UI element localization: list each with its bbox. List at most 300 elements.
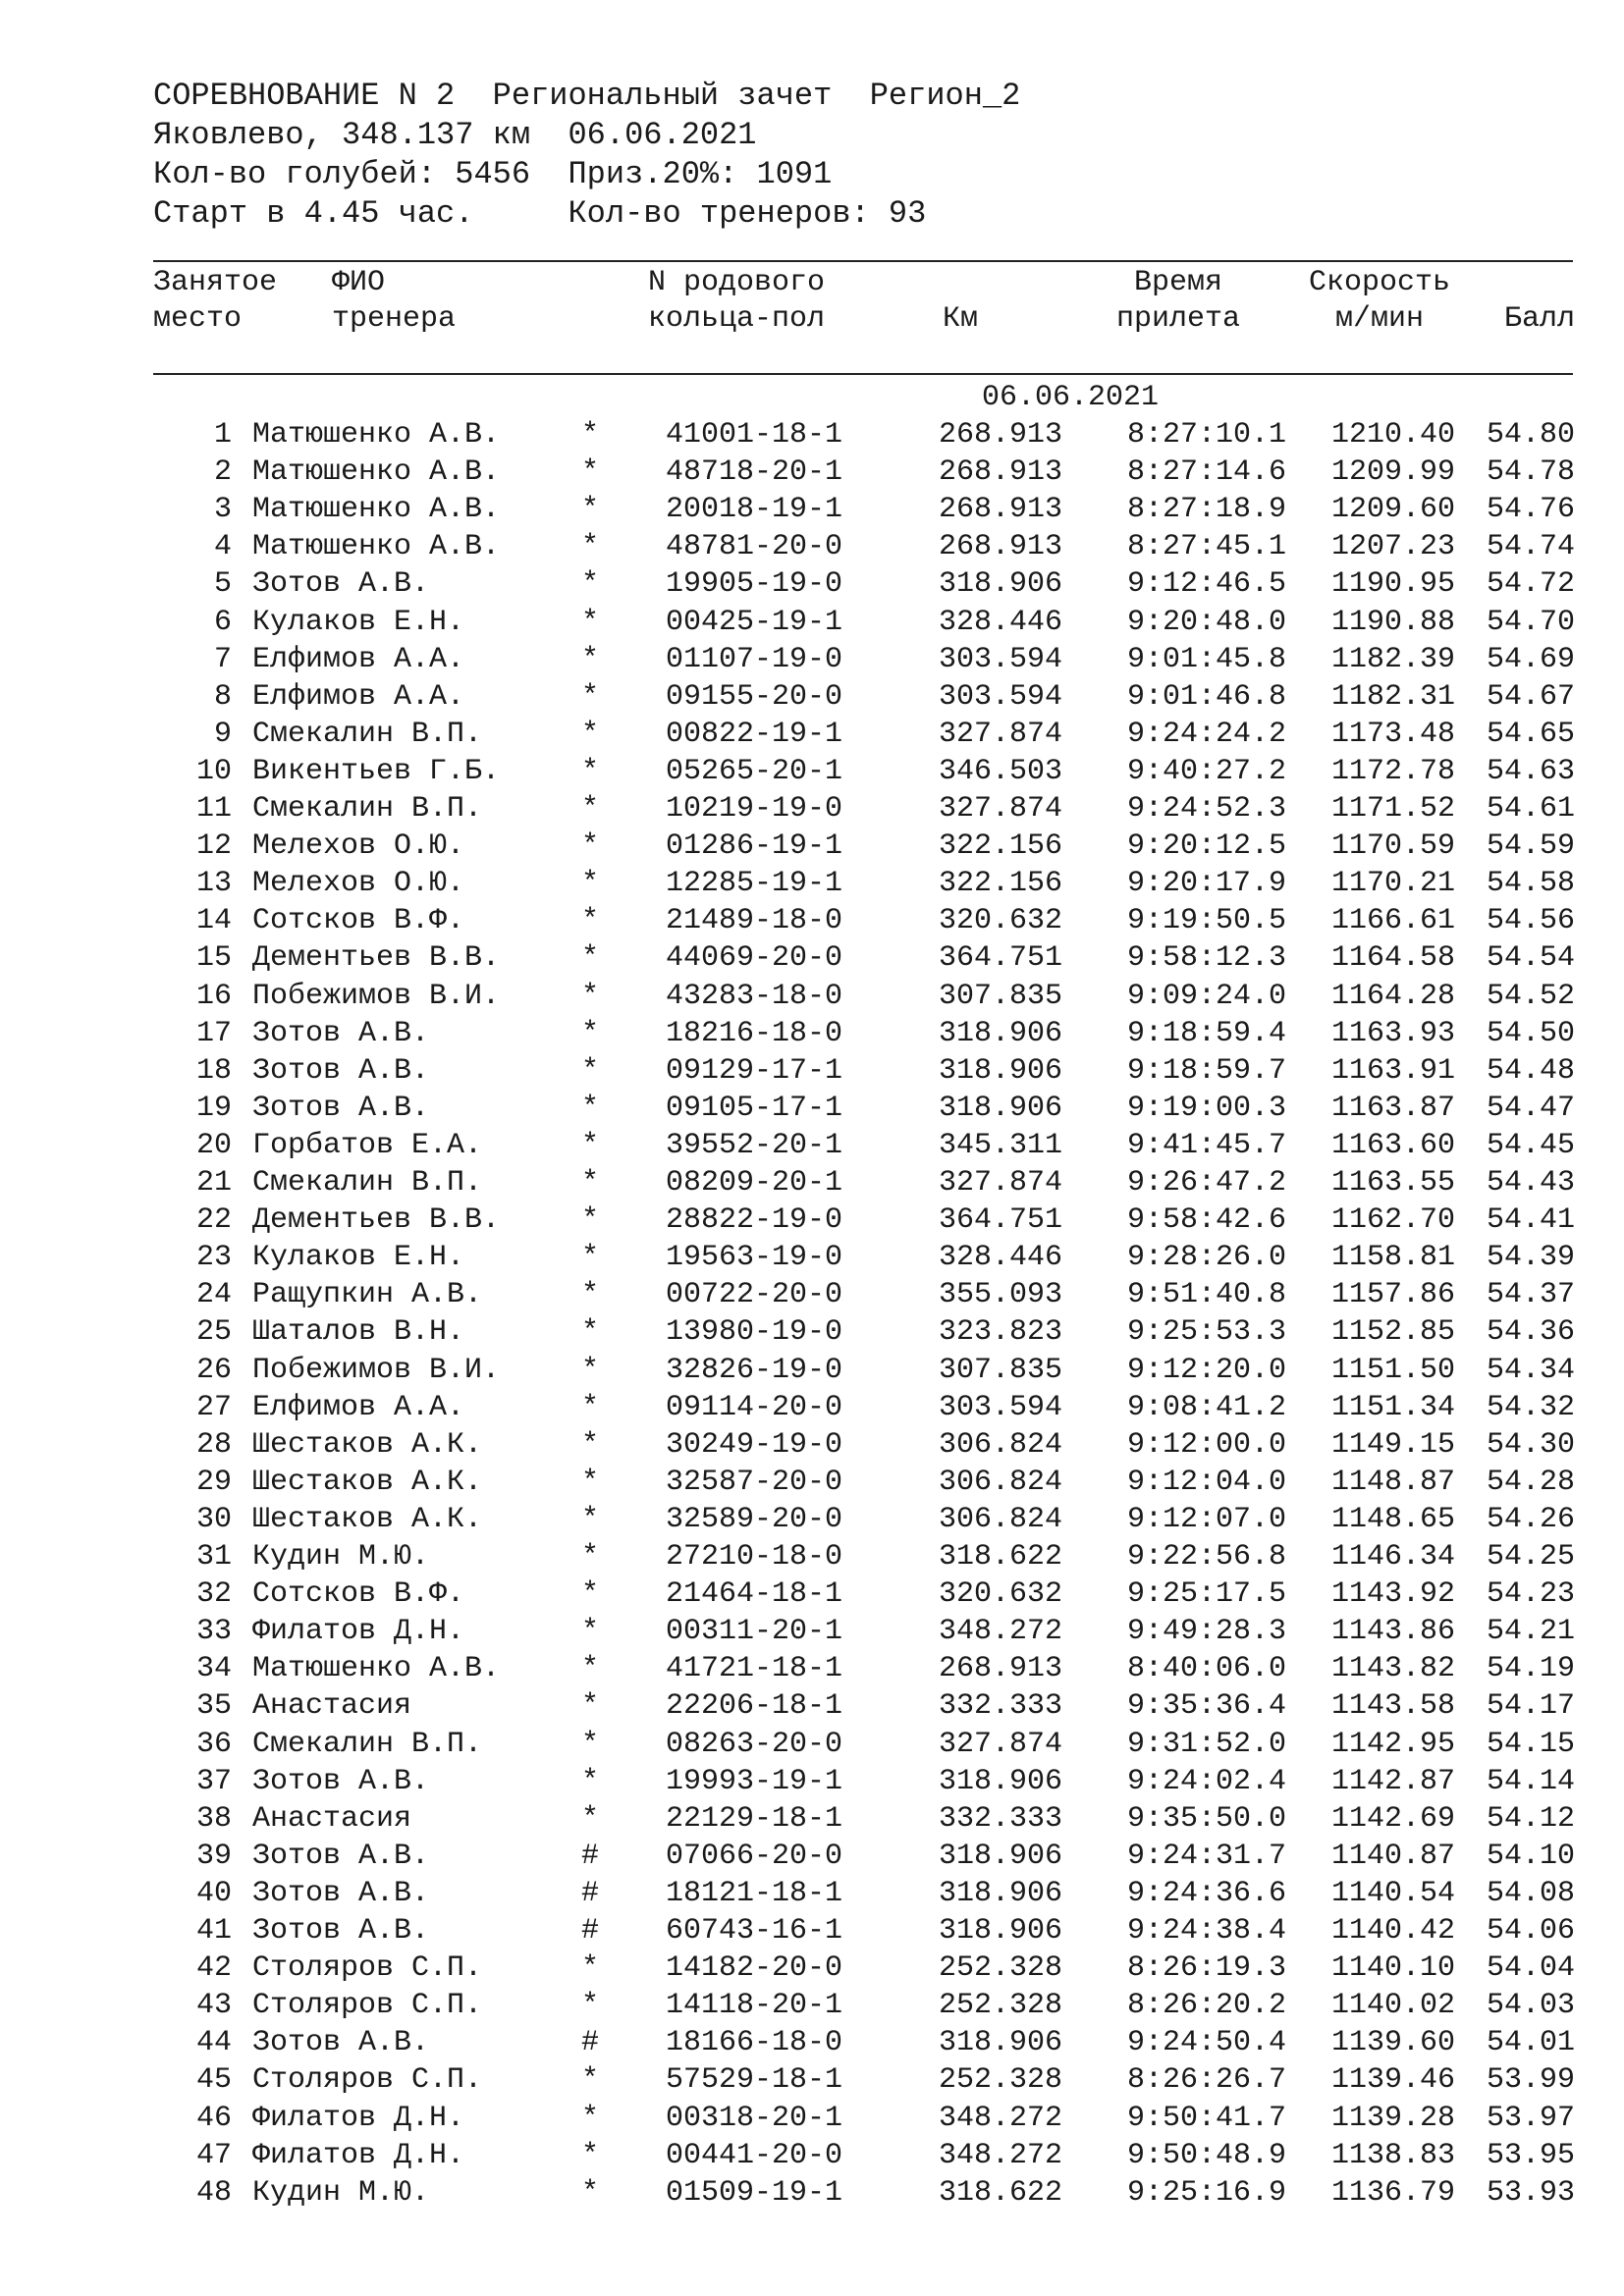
- cell-trainer-name: Столяров С.П.: [252, 2063, 483, 2098]
- cell-speed: 1163.60: [1330, 1128, 1455, 1162]
- cell-score: 54.26: [1486, 1502, 1575, 1536]
- cell-mark: *: [581, 1727, 600, 1761]
- cell-mark: #: [581, 1839, 600, 1873]
- cell-ring-number: 22206-18-1: [666, 1689, 843, 1724]
- cell-ring-number: 00722-20-0: [666, 1278, 843, 1312]
- cell-distance-km: 345.311: [938, 1128, 1062, 1162]
- cell-trainer-name: Елфимов А.А.: [252, 679, 465, 714]
- cell-arrival-time: 8:26:20.2: [1126, 1989, 1286, 2023]
- cell-trainer-name: Смекалин В.П.: [252, 1166, 483, 1200]
- cell-arrival-time: 9:19:00.3: [1126, 1091, 1286, 1125]
- cell-trainer-name: Зотов А.В.: [252, 1091, 430, 1125]
- cell-speed: 1157.86: [1330, 1278, 1455, 1312]
- cell-place: 34: [195, 1652, 232, 1686]
- cell-ring-number: 08263-20-0: [666, 1727, 843, 1761]
- cell-arrival-time: 9:24:02.4: [1126, 1764, 1286, 1798]
- col-header-score: Балл: [1503, 302, 1575, 336]
- cell-mark: *: [581, 1128, 600, 1162]
- cell-ring-number: 07066-20-0: [666, 1839, 843, 1873]
- cell-score: 54.47: [1486, 1091, 1575, 1125]
- cell-speed: 1152.85: [1330, 1315, 1455, 1350]
- cell-mark: *: [581, 941, 600, 976]
- cell-mark: *: [581, 904, 600, 938]
- cell-score: 54.61: [1486, 792, 1575, 826]
- cell-speed: 1173.48: [1330, 717, 1455, 751]
- cell-place: 7: [213, 642, 232, 676]
- cell-trainer-name: Побежимов В.И.: [252, 1353, 501, 1387]
- cell-mark: *: [581, 1615, 600, 1649]
- col-header-place: Занятое место: [153, 266, 278, 336]
- cell-speed: 1163.93: [1330, 1016, 1455, 1050]
- cell-distance-km: 318.622: [938, 2175, 1062, 2210]
- cell-score: 54.69: [1486, 642, 1575, 676]
- cell-distance-km: 348.272: [938, 1615, 1062, 1649]
- cell-score: 54.36: [1486, 1315, 1575, 1350]
- cell-score: 53.93: [1486, 2175, 1575, 2210]
- cell-distance-km: 318.906: [938, 1876, 1062, 1910]
- cell-ring-number: 12285-19-1: [666, 867, 843, 901]
- cell-mark: *: [581, 1689, 600, 1724]
- cell-trainer-name: Матюшенко А.В.: [252, 530, 501, 564]
- cell-ring-number: 48781-20-0: [666, 530, 843, 564]
- cell-arrival-time: 9:25:53.3: [1126, 1315, 1286, 1350]
- col-header-name: ФИО тренера: [332, 266, 457, 336]
- cell-trainer-name: Столяров С.П.: [252, 1989, 483, 2023]
- cell-ring-number: 60743-16-1: [666, 1914, 843, 1948]
- cell-score: 54.08: [1486, 1876, 1575, 1910]
- cell-score: 54.67: [1486, 679, 1575, 714]
- cell-mark: *: [581, 754, 600, 788]
- cell-speed: 1172.78: [1330, 754, 1455, 788]
- cell-place: 30: [195, 1502, 232, 1536]
- cell-distance-km: 320.632: [938, 904, 1062, 938]
- cell-distance-km: 320.632: [938, 1577, 1062, 1612]
- cell-distance-km: 303.594: [938, 679, 1062, 714]
- cell-place: 20: [195, 1128, 232, 1162]
- cell-trainer-name: Зотов А.В.: [252, 1839, 430, 1873]
- cell-place: 23: [195, 1241, 232, 1275]
- cell-trainer-name: Филатов Д.Н.: [252, 1615, 465, 1649]
- col-header-speed: Скорость м/мин: [1308, 266, 1451, 336]
- date-row: 06.06.2021: [982, 381, 1160, 414]
- cell-trainer-name: Анастасия: [252, 1689, 412, 1724]
- cell-ring-number: 00318-20-1: [666, 2101, 843, 2135]
- cell-speed: 1139.46: [1330, 2063, 1455, 2098]
- cell-distance-km: 268.913: [938, 1652, 1062, 1686]
- cell-ring-number: 32826-19-0: [666, 1353, 843, 1387]
- cell-place: 1: [213, 418, 232, 452]
- cell-ring-number: 43283-18-0: [666, 979, 843, 1013]
- cell-place: 40: [195, 1876, 232, 1910]
- cell-distance-km: 268.913: [938, 418, 1062, 452]
- cell-trainer-name: Кудин М.Ю.: [252, 2175, 430, 2210]
- cell-arrival-time: 9:24:31.7: [1126, 1839, 1286, 1873]
- cell-ring-number: 18216-18-0: [666, 1016, 843, 1050]
- cell-place: 28: [195, 1427, 232, 1462]
- cell-mark: *: [581, 1278, 600, 1312]
- cell-arrival-time: 9:49:28.3: [1126, 1615, 1286, 1649]
- cell-arrival-time: 9:20:12.5: [1126, 829, 1286, 864]
- cell-mark: *: [581, 2063, 600, 2098]
- cell-speed: 1143.86: [1330, 1615, 1455, 1649]
- cell-distance-km: 328.446: [938, 605, 1062, 639]
- cell-ring-number: 01286-19-1: [666, 829, 843, 864]
- cell-speed: 1190.88: [1330, 605, 1455, 639]
- cell-arrival-time: 9:01:45.8: [1126, 642, 1286, 676]
- cell-speed: 1139.60: [1330, 2026, 1455, 2060]
- cell-speed: 1143.58: [1330, 1689, 1455, 1724]
- cell-speed: 1163.87: [1330, 1091, 1455, 1125]
- cell-score: 54.41: [1486, 1203, 1575, 1238]
- cell-place: 9: [213, 717, 232, 751]
- cell-place: 43: [195, 1989, 232, 2023]
- cell-trainer-name: Зотов А.В.: [252, 567, 430, 602]
- cell-distance-km: 348.272: [938, 2138, 1062, 2172]
- cell-score: 54.15: [1486, 1727, 1575, 1761]
- cell-trainer-name: Дементьев В.В.: [252, 941, 501, 976]
- cell-ring-number: 41721-18-1: [666, 1652, 843, 1686]
- cell-trainer-name: Мелехов О.Ю.: [252, 829, 465, 864]
- col-header-km: Км: [943, 302, 979, 336]
- cell-speed: 1140.02: [1330, 1989, 1455, 2023]
- cell-speed: 1166.61: [1330, 904, 1455, 938]
- cell-mark: *: [581, 1091, 600, 1125]
- cell-speed: 1140.87: [1330, 1839, 1455, 1873]
- cell-arrival-time: 9:12:07.0: [1126, 1502, 1286, 1536]
- cell-arrival-time: 9:12:46.5: [1126, 567, 1286, 602]
- cell-mark: *: [581, 829, 600, 864]
- cell-speed: 1140.42: [1330, 1914, 1455, 1948]
- cell-distance-km: 346.503: [938, 754, 1062, 788]
- cell-ring-number: 14182-20-0: [666, 1951, 843, 1986]
- cell-arrival-time: 9:25:16.9: [1126, 2175, 1286, 2210]
- cell-mark: *: [581, 2138, 600, 2172]
- cell-trainer-name: Кулаков Е.Н.: [252, 1241, 465, 1275]
- cell-arrival-time: 9:31:52.0: [1126, 1727, 1286, 1761]
- cell-distance-km: 322.156: [938, 867, 1062, 901]
- cell-trainer-name: Елфимов А.А.: [252, 642, 465, 676]
- cell-ring-number: 00311-20-1: [666, 1615, 843, 1649]
- cell-speed: 1209.60: [1330, 493, 1455, 527]
- cell-ring-number: 30249-19-0: [666, 1427, 843, 1462]
- cell-score: 54.63: [1486, 754, 1575, 788]
- cell-score: 54.12: [1486, 1801, 1575, 1836]
- cell-speed: 1142.95: [1330, 1727, 1455, 1761]
- cell-distance-km: 307.835: [938, 1353, 1062, 1387]
- cell-score: 54.76: [1486, 493, 1575, 527]
- cell-speed: 1164.58: [1330, 941, 1455, 976]
- cell-speed: 1142.87: [1330, 1764, 1455, 1798]
- cell-arrival-time: 9:18:59.4: [1126, 1016, 1286, 1050]
- cell-speed: 1151.50: [1330, 1353, 1455, 1387]
- cell-arrival-time: 9:28:26.0: [1126, 1241, 1286, 1275]
- cell-distance-km: 252.328: [938, 1989, 1062, 2023]
- cell-place: 37: [195, 1764, 232, 1798]
- cell-arrival-time: 9:26:47.2: [1126, 1166, 1286, 1200]
- cell-place: 25: [195, 1315, 232, 1350]
- cell-trainer-name: Зотов А.В.: [252, 1876, 430, 1910]
- cell-mark: *: [581, 1764, 600, 1798]
- cell-mark: #: [581, 1914, 600, 1948]
- cell-ring-number: 20018-19-1: [666, 493, 843, 527]
- cell-arrival-time: 9:12:00.0: [1126, 1427, 1286, 1462]
- cell-arrival-time: 9:20:17.9: [1126, 867, 1286, 901]
- cell-mark: *: [581, 567, 600, 602]
- cell-score: 54.59: [1486, 829, 1575, 864]
- cell-ring-number: 39552-20-1: [666, 1128, 843, 1162]
- cell-speed: 1171.52: [1330, 792, 1455, 826]
- cell-speed: 1182.39: [1330, 642, 1455, 676]
- cell-arrival-time: 8:27:14.6: [1126, 455, 1286, 490]
- cell-trainer-name: Зотов А.В.: [252, 1053, 430, 1088]
- cell-trainer-name: Матюшенко А.В.: [252, 455, 501, 490]
- cell-place: 12: [195, 829, 232, 864]
- cell-ring-number: 48718-20-1: [666, 455, 843, 490]
- cell-distance-km: 318.906: [938, 1914, 1062, 1948]
- cell-distance-km: 332.333: [938, 1801, 1062, 1836]
- cell-mark: *: [581, 1951, 600, 1986]
- cell-place: 46: [195, 2101, 232, 2135]
- cell-mark: *: [581, 1016, 600, 1050]
- cell-trainer-name: Горбатов Е.А.: [252, 1128, 483, 1162]
- cell-speed: 1142.69: [1330, 1801, 1455, 1836]
- cell-ring-number: 01107-19-0: [666, 642, 843, 676]
- cell-distance-km: 348.272: [938, 2101, 1062, 2135]
- cell-distance-km: 268.913: [938, 455, 1062, 490]
- cell-mark: *: [581, 1241, 600, 1275]
- cell-place: 19: [195, 1091, 232, 1125]
- cell-place: 13: [195, 867, 232, 901]
- cell-ring-number: 10219-19-0: [666, 792, 843, 826]
- cell-ring-number: 00425-19-1: [666, 605, 843, 639]
- cell-mark: *: [581, 1577, 600, 1612]
- cell-distance-km: 328.446: [938, 1241, 1062, 1275]
- cell-distance-km: 318.906: [938, 567, 1062, 602]
- cell-speed: 1140.10: [1330, 1951, 1455, 1986]
- cell-trainer-name: Анастасия: [252, 1801, 412, 1836]
- cell-score: 54.03: [1486, 1989, 1575, 2023]
- col-header-ring: N родового кольца-пол: [648, 266, 826, 336]
- cell-distance-km: 327.874: [938, 717, 1062, 751]
- cell-mark: *: [581, 1652, 600, 1686]
- cell-trainer-name: Филатов Д.Н.: [252, 2138, 465, 2172]
- cell-place: 18: [195, 1053, 232, 1088]
- cell-ring-number: 21489-18-0: [666, 904, 843, 938]
- cell-ring-number: 00822-19-1: [666, 717, 843, 751]
- cell-trainer-name: Побежимов В.И.: [252, 979, 501, 1013]
- cell-speed: 1210.40: [1330, 418, 1455, 452]
- cell-trainer-name: Зотов А.В.: [252, 2026, 430, 2060]
- cell-place: 2: [213, 455, 232, 490]
- cell-distance-km: 318.906: [938, 1091, 1062, 1125]
- cell-mark: *: [581, 979, 600, 1013]
- cell-score: 54.78: [1486, 455, 1575, 490]
- cell-mark: *: [581, 1390, 600, 1424]
- cell-place: 14: [195, 904, 232, 938]
- cell-arrival-time: 8:26:19.3: [1126, 1951, 1286, 1986]
- cell-ring-number: 19993-19-1: [666, 1764, 843, 1798]
- cell-arrival-time: 9:24:36.6: [1126, 1876, 1286, 1910]
- cell-mark: *: [581, 1502, 600, 1536]
- cell-arrival-time: 9:18:59.7: [1126, 1053, 1286, 1088]
- cell-trainer-name: Матюшенко А.В.: [252, 493, 501, 527]
- cell-score: 54.72: [1486, 567, 1575, 602]
- cell-score: 53.97: [1486, 2101, 1575, 2135]
- cell-ring-number: 09114-20-0: [666, 1390, 843, 1424]
- cell-place: 36: [195, 1727, 232, 1761]
- cell-distance-km: 322.156: [938, 829, 1062, 864]
- cell-distance-km: 318.906: [938, 1016, 1062, 1050]
- cell-mark: *: [581, 1203, 600, 1238]
- cell-ring-number: 09105-17-1: [666, 1091, 843, 1125]
- cell-ring-number: 01509-19-1: [666, 2175, 843, 2210]
- competition-title: СОРЕВНОВАНИЕ N 2 Региональный зачет Регион_2: [153, 78, 1021, 114]
- cell-place: 10: [195, 754, 232, 788]
- cell-place: 29: [195, 1465, 232, 1499]
- cell-mark: *: [581, 1053, 600, 1088]
- cell-place: 21: [195, 1166, 232, 1200]
- cell-trainer-name: Шестаков А.К.: [252, 1427, 483, 1462]
- cell-ring-number: 41001-18-1: [666, 418, 843, 452]
- col-header-time: Время прилета: [1115, 266, 1241, 336]
- cell-place: 48: [195, 2175, 232, 2210]
- cell-trainer-name: Зотов А.В.: [252, 1764, 430, 1798]
- cell-ring-number: 21464-18-1: [666, 1577, 843, 1612]
- cell-ring-number: 19563-19-0: [666, 1241, 843, 1275]
- cell-place: 44: [195, 2026, 232, 2060]
- cell-score: 54.17: [1486, 1689, 1575, 1724]
- cell-distance-km: 252.328: [938, 2063, 1062, 2098]
- cell-distance-km: 306.824: [938, 1465, 1062, 1499]
- cell-trainer-name: Шаталов В.Н.: [252, 1315, 465, 1350]
- cell-arrival-time: 9:25:17.5: [1126, 1577, 1286, 1612]
- cell-mark: *: [581, 867, 600, 901]
- cell-arrival-time: 9:09:24.0: [1126, 979, 1286, 1013]
- cell-score: 54.65: [1486, 717, 1575, 751]
- cell-trainer-name: Смекалин В.П.: [252, 1727, 483, 1761]
- cell-score: 54.74: [1486, 530, 1575, 564]
- cell-score: 53.95: [1486, 2138, 1575, 2172]
- cell-speed: 1162.70: [1330, 1203, 1455, 1238]
- cell-speed: 1146.34: [1330, 1540, 1455, 1574]
- cell-score: 54.43: [1486, 1166, 1575, 1200]
- cell-distance-km: 323.823: [938, 1315, 1062, 1350]
- cell-mark: *: [581, 1801, 600, 1836]
- cell-distance-km: 318.906: [938, 1053, 1062, 1088]
- cell-trainer-name: Смекалин В.П.: [252, 792, 483, 826]
- cell-ring-number: 27210-18-0: [666, 1540, 843, 1574]
- cell-speed: 1138.83: [1330, 2138, 1455, 2172]
- cell-speed: 1163.91: [1330, 1053, 1455, 1088]
- cell-arrival-time: 9:24:52.3: [1126, 792, 1286, 826]
- cell-score: 54.10: [1486, 1839, 1575, 1873]
- cell-score: 54.80: [1486, 418, 1575, 452]
- cell-distance-km: 332.333: [938, 1689, 1062, 1724]
- cell-ring-number: 14118-20-1: [666, 1989, 843, 2023]
- cell-mark: *: [581, 1315, 600, 1350]
- cell-place: 32: [195, 1577, 232, 1612]
- cell-trainer-name: Смекалин В.П.: [252, 717, 483, 751]
- cell-score: 54.01: [1486, 2026, 1575, 2060]
- cell-score: 54.14: [1486, 1764, 1575, 1798]
- divider-bottom: [153, 373, 1573, 375]
- cell-arrival-time: 9:35:36.4: [1126, 1689, 1286, 1724]
- cell-ring-number: 32587-20-0: [666, 1465, 843, 1499]
- cell-arrival-time: 9:35:50.0: [1126, 1801, 1286, 1836]
- cell-speed: 1163.55: [1330, 1166, 1455, 1200]
- cell-arrival-time: 9:50:48.9: [1126, 2138, 1286, 2172]
- cell-arrival-time: 9:24:50.4: [1126, 2026, 1286, 2060]
- cell-place: 35: [195, 1689, 232, 1724]
- cell-mark: *: [581, 2101, 600, 2135]
- cell-distance-km: 318.906: [938, 2026, 1062, 2060]
- cell-arrival-time: 9:22:56.8: [1126, 1540, 1286, 1574]
- cell-arrival-time: 9:01:46.8: [1126, 679, 1286, 714]
- cell-score: 54.21: [1486, 1615, 1575, 1649]
- cell-score: 54.32: [1486, 1390, 1575, 1424]
- cell-arrival-time: 9:58:42.6: [1126, 1203, 1286, 1238]
- cell-mark: *: [581, 1540, 600, 1574]
- cell-place: 5: [213, 567, 232, 602]
- cell-arrival-time: 9:40:27.2: [1126, 754, 1286, 788]
- cell-ring-number: 44069-20-0: [666, 941, 843, 976]
- cell-trainer-name: Зотов А.В.: [252, 1914, 430, 1948]
- cell-score: 54.48: [1486, 1053, 1575, 1088]
- cell-distance-km: 318.622: [938, 1540, 1062, 1574]
- cell-score: 54.23: [1486, 1577, 1575, 1612]
- cell-place: 31: [195, 1540, 232, 1574]
- cell-speed: 1148.65: [1330, 1502, 1455, 1536]
- cell-trainer-name: Мелехов О.Ю.: [252, 867, 465, 901]
- cell-arrival-time: 9:24:38.4: [1126, 1914, 1286, 1948]
- cell-speed: 1207.23: [1330, 530, 1455, 564]
- cell-mark: *: [581, 1465, 600, 1499]
- cell-distance-km: 327.874: [938, 1166, 1062, 1200]
- cell-ring-number: 18166-18-0: [666, 2026, 843, 2060]
- cell-distance-km: 306.824: [938, 1427, 1062, 1462]
- cell-speed: 1182.31: [1330, 679, 1455, 714]
- cell-distance-km: 364.751: [938, 941, 1062, 976]
- cell-trainer-name: Столяров С.П.: [252, 1951, 483, 1986]
- cell-trainer-name: Зотов А.В.: [252, 1016, 430, 1050]
- cell-trainer-name: Кулаков Е.Н.: [252, 605, 465, 639]
- cell-trainer-name: Матюшенко А.В.: [252, 418, 501, 452]
- cell-trainer-name: Елфимов А.А.: [252, 1390, 465, 1424]
- cell-arrival-time: 9:19:50.5: [1126, 904, 1286, 938]
- cell-distance-km: 268.913: [938, 530, 1062, 564]
- cell-score: 54.28: [1486, 1465, 1575, 1499]
- cell-ring-number: 05265-20-1: [666, 754, 843, 788]
- cell-ring-number: 18121-18-1: [666, 1876, 843, 1910]
- cell-score: 54.70: [1486, 605, 1575, 639]
- cell-score: 54.34: [1486, 1353, 1575, 1387]
- cell-trainer-name: Кудин М.Ю.: [252, 1540, 430, 1574]
- cell-score: 54.45: [1486, 1128, 1575, 1162]
- cell-arrival-time: 9:58:12.3: [1126, 941, 1286, 976]
- cell-speed: 1143.82: [1330, 1652, 1455, 1686]
- cell-ring-number: 32589-20-0: [666, 1502, 843, 1536]
- cell-distance-km: 355.093: [938, 1278, 1062, 1312]
- cell-arrival-time: 8:26:26.7: [1126, 2063, 1286, 2098]
- cell-speed: 1151.34: [1330, 1390, 1455, 1424]
- cell-arrival-time: 9:24:24.2: [1126, 717, 1286, 751]
- cell-ring-number: 22129-18-1: [666, 1801, 843, 1836]
- cell-place: 26: [195, 1353, 232, 1387]
- cell-ring-number: 57529-18-1: [666, 2063, 843, 2098]
- pigeon-count-line: Кол-во голубей: 5456 Приз.20%: 1091: [153, 156, 833, 192]
- cell-speed: 1158.81: [1330, 1241, 1455, 1275]
- cell-distance-km: 318.906: [938, 1839, 1062, 1873]
